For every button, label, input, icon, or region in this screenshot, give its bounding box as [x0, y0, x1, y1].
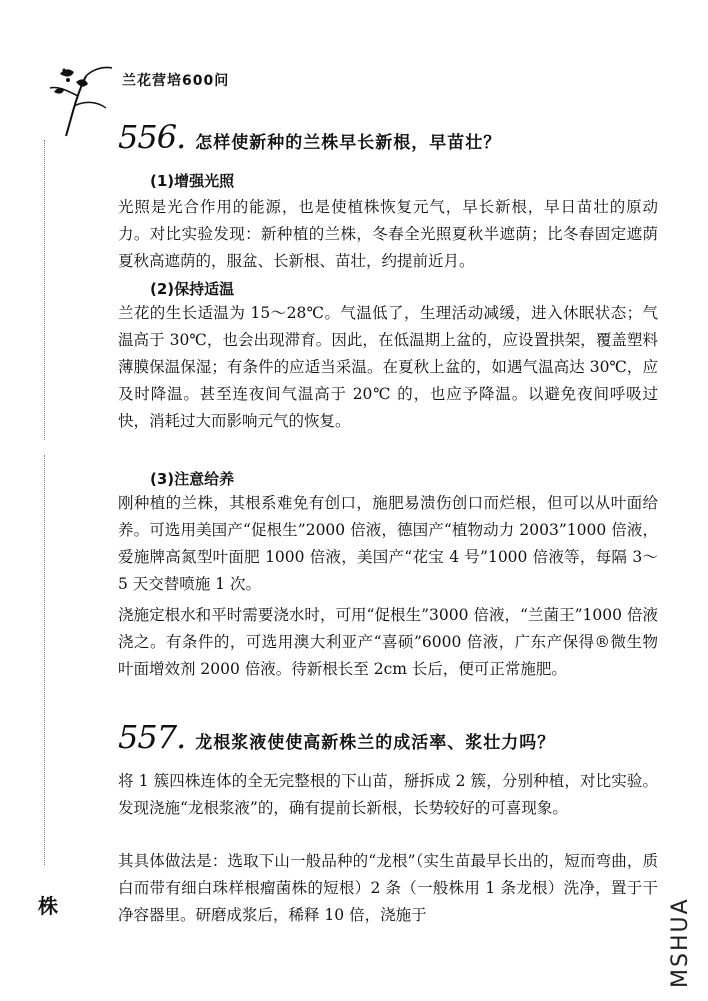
- subheading: (1)增强光照: [150, 172, 235, 190]
- page-header: [38, 56, 678, 116]
- paragraph: 其具体做法是：选取下山一般品种的“龙根”（实生苗最早长出的，短而弯曲，质白而带有细白珠样根瘤菌株的短根）2 条（一般株用 1 条龙根）洗净，置于干净容器里。研磨成浆后，稀释 10 倍，浇施于: [118, 852, 658, 924]
- question-heading: [118, 718, 555, 756]
- subheading: (3)注意给养: [150, 470, 235, 488]
- question-number: 556.: [118, 118, 186, 156]
- paragraph: 刚种植的兰株，其根系难免有创口，施肥易溃伤创口而烂根，但可以从叶面给养。可选用美国产“促根生”2000 倍液，德国产“植物动力 2003”1000 倍液，爱施牌高氮型叶面肥 1000 倍液，美国产“花宝 4 号”1000 倍液等，每隔 3～5 天交替喷施 1 次。: [118, 494, 658, 593]
- question-title: 龙根浆液使使高新株兰的成活率、浆壮力吗？: [195, 733, 556, 753]
- orchid-icon: [46, 56, 116, 146]
- question-heading: [118, 118, 501, 156]
- paragraph: 光照是光合作用的能源，也是使植株恢复元气，早长新根，早日苗壮的原动力。对比实验发现：新种植的兰株，冬春全光照夏秋半遮荫；比冬春固定遮荫夏秋高遮荫的，服盆、长新根、苗壮，约提前近月。: [118, 198, 658, 270]
- margin-rule: [44, 455, 45, 865]
- paragraph: 兰花的生长适温为 15～28℃。气温低了，生理活动减缓，进入休眠状态；气温高于 30℃，也会出现滞育。因此，在低温期上盆的，应设置拱架，覆盖塑料薄膜保温保湿；有条件的应适当采温。在夏秋上盆的，如遇气温高达 30℃，应及时降温。甚至连夜间气温高于 20℃ 的，也应予降温。以避免夜间呼吸过快，消耗过大而影响元气的恢复。: [118, 304, 658, 430]
- running-title: 兰花营培600问: [122, 73, 230, 89]
- watermark: MSHUA: [668, 897, 693, 988]
- question-title: 怎样使新种的兰株早长新根，早苗壮？: [195, 133, 502, 153]
- margin-rule: [44, 140, 45, 440]
- question-number: 557.: [118, 718, 186, 756]
- paragraph: 浇施定根水和平时需要浇水时，可用“促根生”3000 倍液，“兰菌王”1000 倍液浇之。有条件的，可选用澳大利亚产“喜硕”6000 倍液，广东产保得®微生物叶面增效剂 2000 倍液。待新根长至 2cm 长后，便可正常施肥。: [118, 606, 658, 678]
- margin-label: 株: [38, 894, 58, 918]
- paragraph: 将 1 簇四株连体的全无完整根的下山苗，掰拆成 2 簇，分别种植，对比实验。发现浇施“龙根浆液”的，确有提前长新根，长势较好的可喜现象。: [118, 772, 658, 817]
- subheading: (2)保持适温: [150, 280, 235, 298]
